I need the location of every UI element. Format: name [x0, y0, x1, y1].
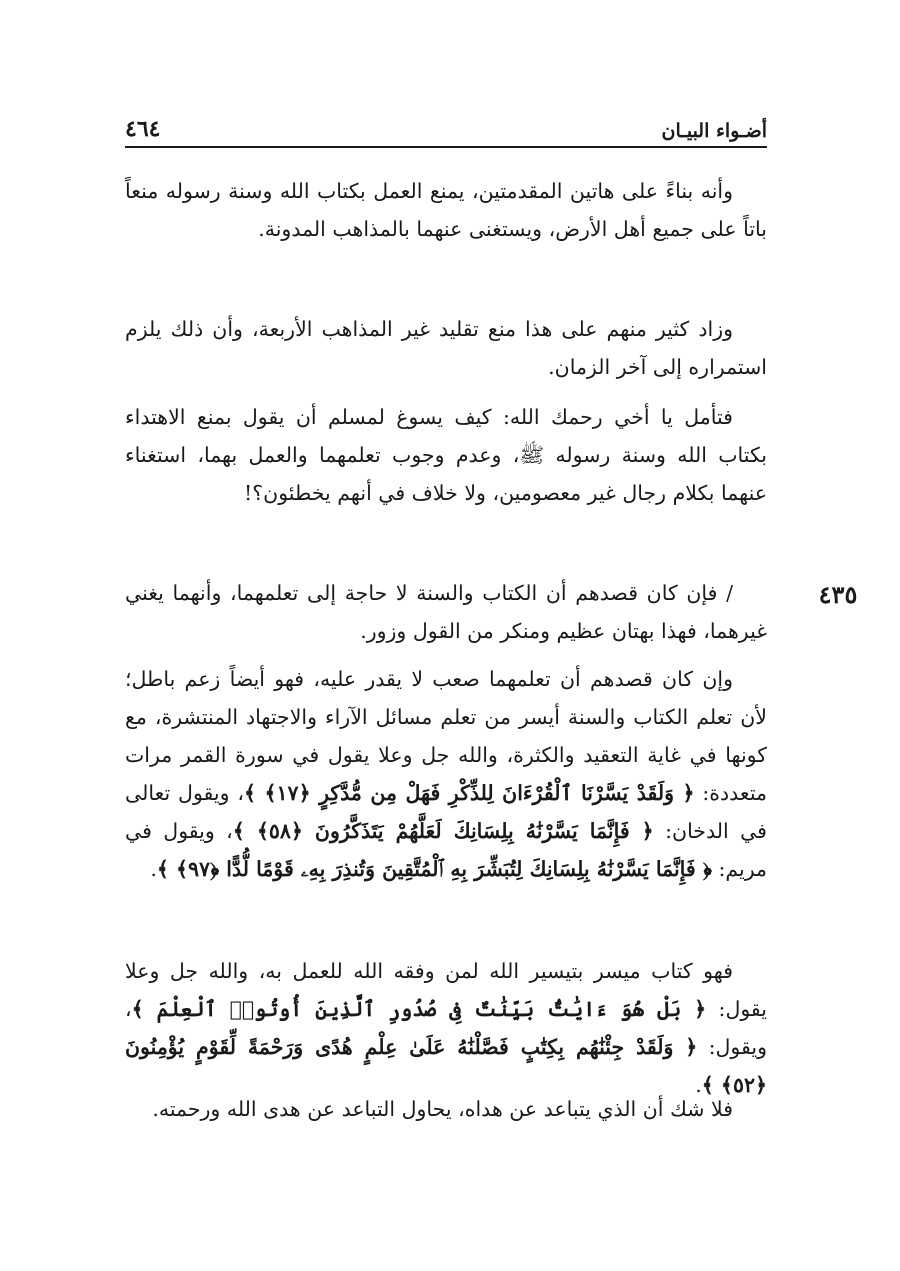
text-segment: ، ويقول في مريم: — [125, 819, 767, 881]
text-segment: . — [695, 1073, 702, 1097]
page-number: ٤٦٤ — [125, 116, 161, 142]
paragraph-text — [125, 952, 767, 1104]
paragraph-text: فلا شك أن الذي يتباعد عن هداه، يحاول التباعد عن هدى الله ورحمته. — [152, 1097, 733, 1121]
text-segment: . — [150, 857, 157, 881]
margin-page-number: ٤٣٥ — [818, 580, 858, 609]
paragraph-text — [125, 660, 767, 888]
paragraph-text: فتأمل يا أخي رحمك الله: كيف يسوغ لمسلم أن يقول بمنع الاهتداء بكتاب الله وسنة رسوله ﷺ، وعدم وجوب تعلمهما والعمل بهما، استغناء عنهما بكلام رجال غير معصومين، ولا خلاف في أنهم يخطئون؟! — [125, 405, 767, 505]
book-title: أضـواء البيـان — [661, 120, 767, 142]
text-segment: وإن كان قصدهم أن تعلمهما صعب لا يقدر عليه، فهو أيضاً زعم باطل؛ لأن تعلم الكتاب والسنة أيسر من تعلم مسائل الآراء والاجتهاد المنتشرة، مع كونها في غاية التعقيد والكثرة، والله جل وعلا يقول في سورة القمر مرات متعددة: — [125, 667, 767, 805]
paragraph-3 — [125, 398, 767, 512]
quran-verse: ﴿ فَإِنَّمَا يَسَّرْنَٰهُ بِلِسَانِكَ لَعَلَّهُمْ يَتَذَكَّرُونَ ﴿٥٨﴾ ﴾ — [232, 819, 654, 843]
paragraph-text: / فإن كان قصدهم أن الكتاب والسنة لا حاجة إلى تعلمهما، وأنهما يغني غيرهما، فهذا بهتان عظيم ومنكر من القول وزور. — [125, 581, 767, 643]
quran-verse: ﴿ وَلَقَدْ جِئْنَٰهُم بِكِتَٰبٍ فَصَّلْنَٰهُ عَلَىٰ عِلْمٍ هُدًى وَرَحْمَةً لِّقَوْمٍ يُؤْمِنُونَ ﴿٥٢﴾ ﴾ — [125, 1035, 767, 1097]
text-segment: ، ويقول تعالى في الدخان: — [125, 781, 767, 843]
paragraph-4 — [125, 574, 767, 650]
paragraph-text: وزاد كثير منهم على هذا منع تقليد غير المذاهب الأربعة، وأن ذلك يلزم استمراره إلى آخر الزمان. — [125, 317, 767, 379]
paragraph-2 — [125, 310, 767, 386]
text-segment: ، ويقول: — [125, 997, 767, 1059]
text-segment: فهو كتاب ميسر بتيسير الله لمن وفقه الله للعمل به، والله جل وعلا يقول: — [125, 959, 768, 1021]
running-header — [125, 112, 767, 148]
quran-verse: ﴿ فَإِنَّمَا يَسَّرْنَٰهُ بِلِسَانِكَ لِتُبَشِّرَ بِهِ ٱلْمُتَّقِينَ وَتُنذِرَ بِهِۦ قَوْمًا لُّدًّا ﴿٩٧﴾ ﴾ — [156, 857, 712, 881]
paragraph-5 — [125, 660, 767, 888]
paragraph-text: وأنه بناءً على هاتين المقدمتين، يمنع العمل بكتاب الله وسنة رسوله منعاً باتاً على جميع أهل الأرض، ويستغنى عنهما بالمذاهب المدونة. — [125, 179, 767, 241]
paragraph-6 — [125, 952, 767, 1104]
paragraph-7 — [125, 1090, 767, 1128]
paragraph-1 — [125, 172, 767, 248]
quran-verse: ﴿ وَلَقَدْ يَسَّرْنَا ٱلْقُرْءَانَ لِلذِّكْرِ فَهَلْ مِن مُّدَّكِرٍ ﴿١٧﴾ ﴾ — [244, 781, 695, 805]
quran-verse: ﴿ بَلْ هُوَ ءَايَٰتٌۢ بَيِّنَٰتٌ فِى صُدُورِ ٱلَّذِينَ أُوتُوا۟ ٱلْعِلْمَ ﴾ — [131, 997, 707, 1021]
